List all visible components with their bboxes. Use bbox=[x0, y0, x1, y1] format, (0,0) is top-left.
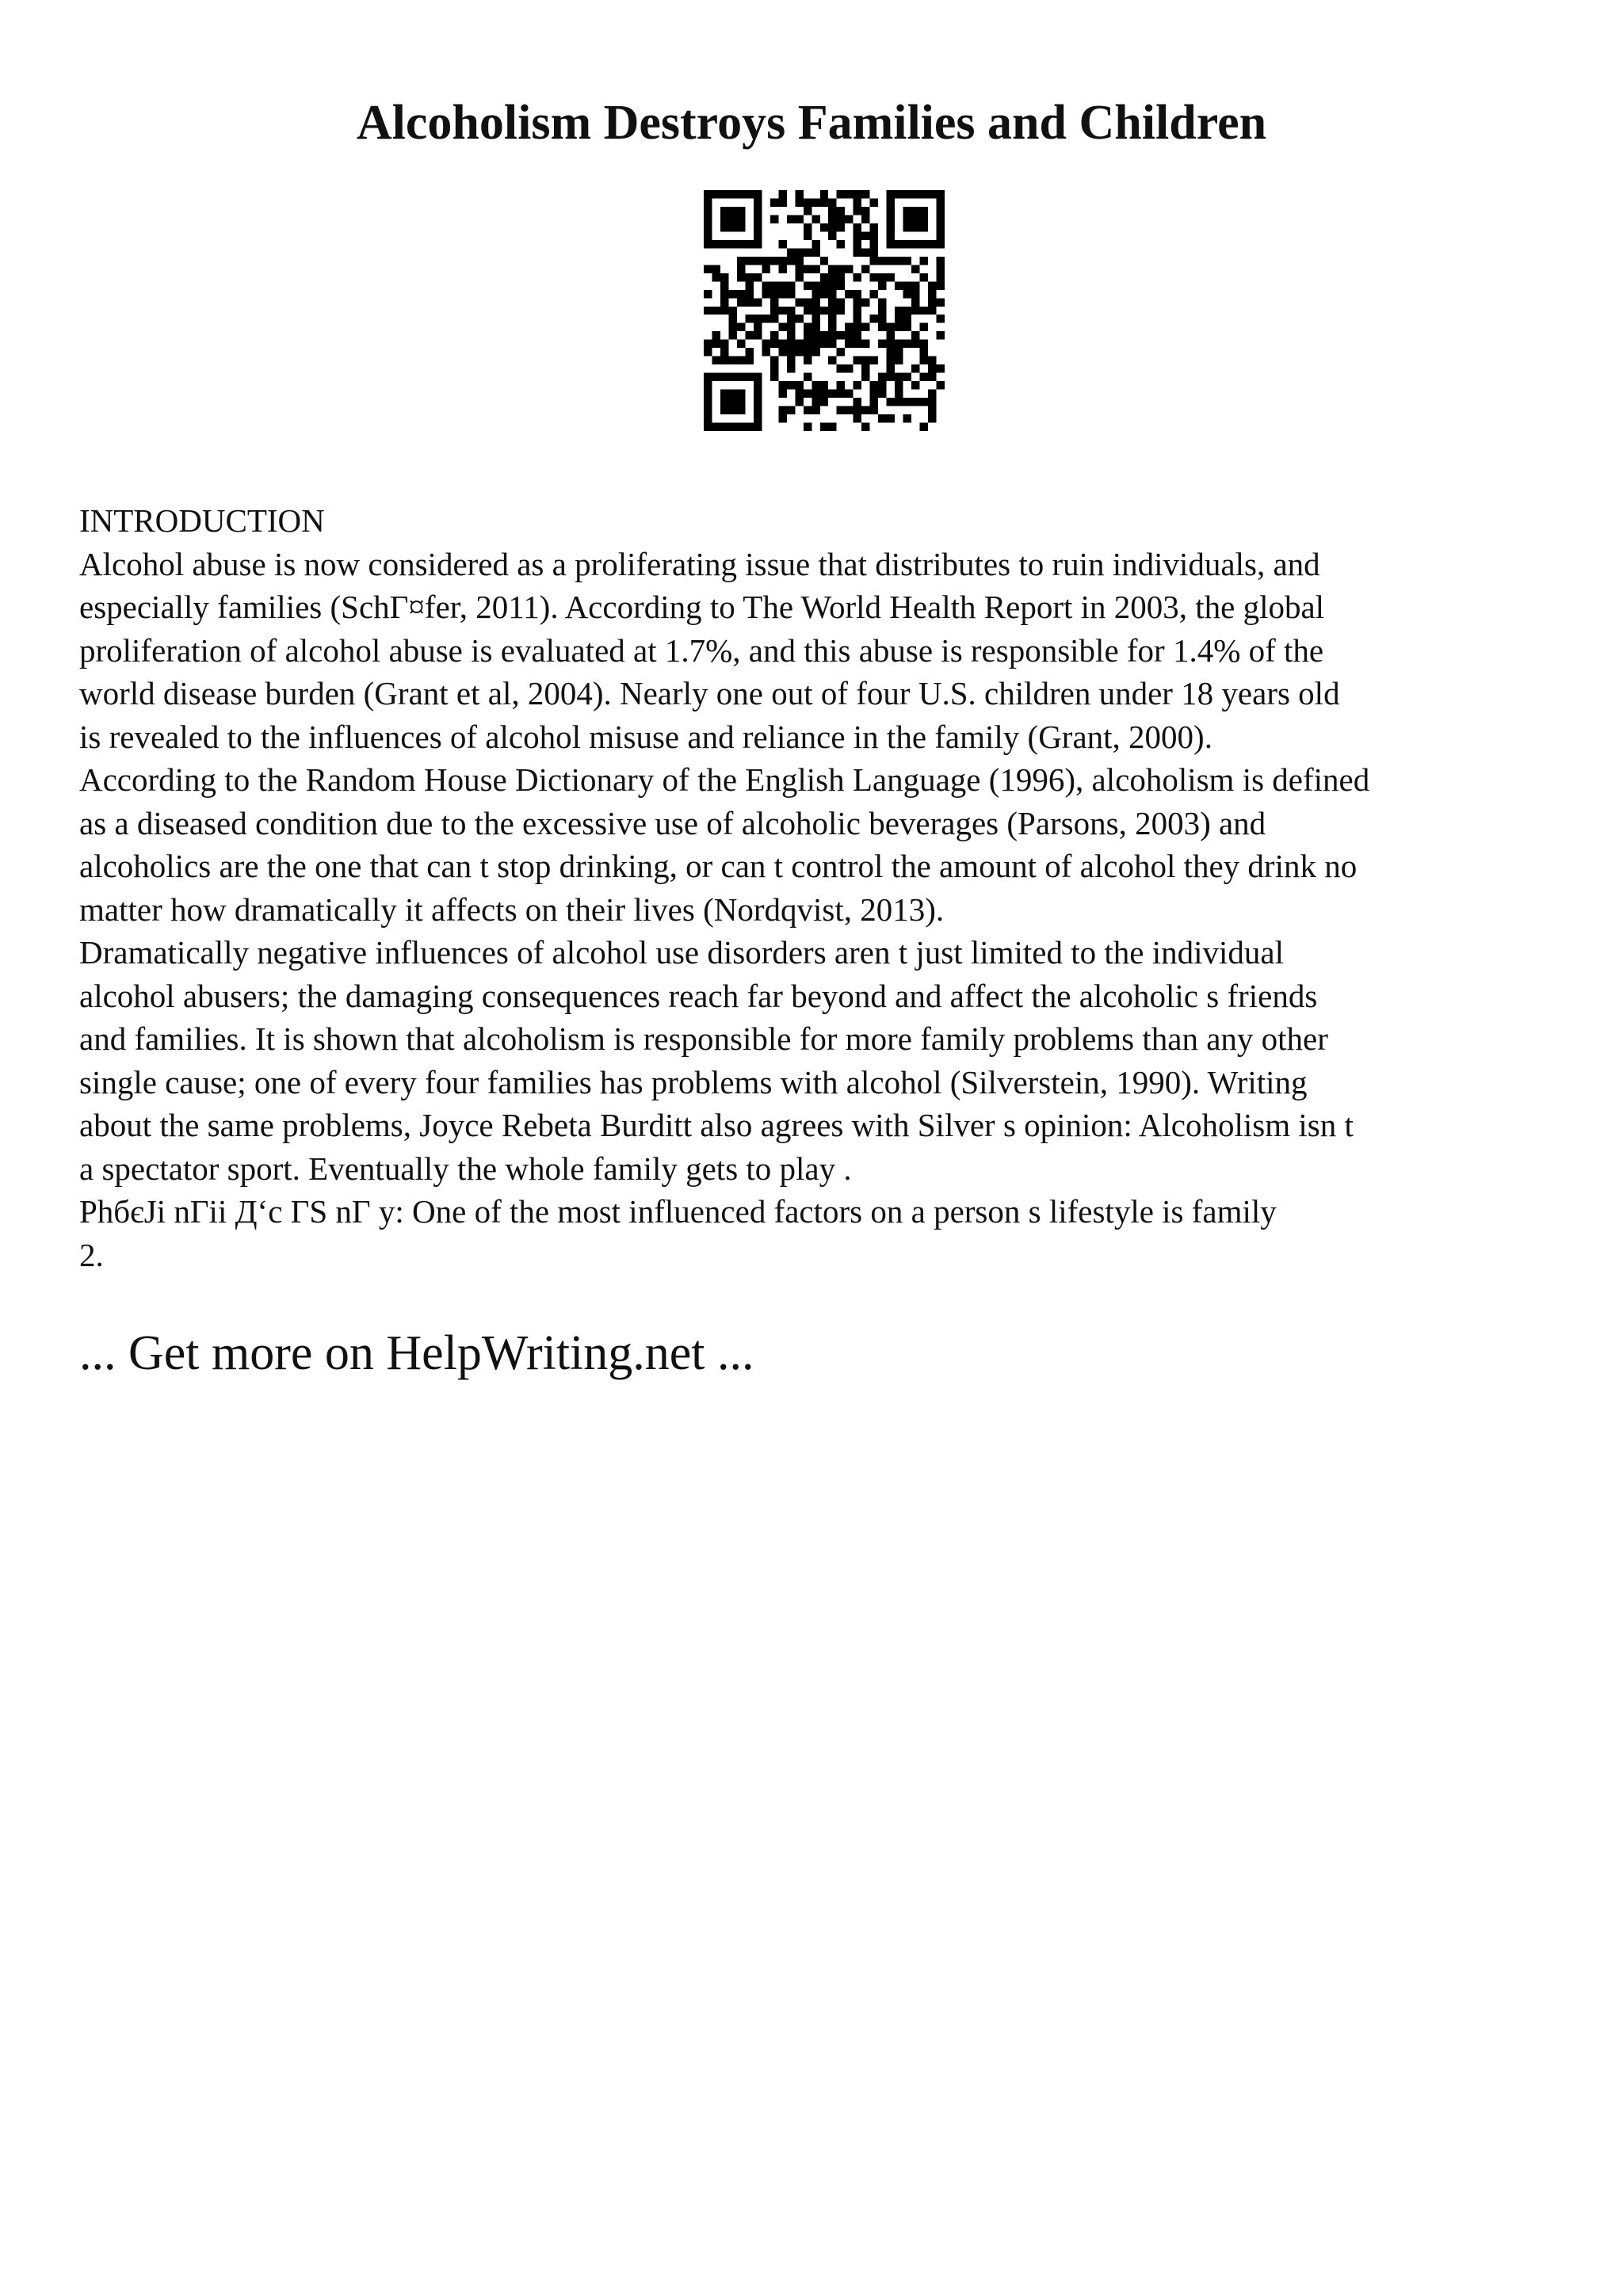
document-body bbox=[79, 499, 1569, 1276]
qr-code-graphic bbox=[704, 190, 945, 431]
body-line: alcohol abusers; the damaging consequences reach far beyond and affect the alcoholic s friends bbox=[79, 977, 1318, 1014]
body-line: Dramatically negative influences of alcohol use disorders aren t just limited to the individual bbox=[79, 934, 1284, 971]
body-line: especially families (SchГ¤fer, 2011). According to The World Health Report in 2003, the global bbox=[79, 589, 1325, 625]
body-line: PhбєJi nГii Д‘c ГЅ nГ y: One of the most influenced factors on a person s lifestyle is family bbox=[79, 1193, 1277, 1230]
get-more-link[interactable]: ... Get more on HelpWriting.net ... bbox=[79, 1326, 754, 1380]
body-line: world disease burden (Grant et al, 2004). Nearly one out of four U.S. children under 18 years old bbox=[79, 675, 1340, 711]
body-line: 2. bbox=[79, 1236, 104, 1273]
body-line: as a diseased condition due to the excessive use of alcoholic beverages (Parsons, 2003) and bbox=[79, 804, 1266, 841]
qr-code-icon bbox=[704, 190, 945, 431]
body-line: and families. It is shown that alcoholism is responsible for more family problems than any other bbox=[79, 1020, 1328, 1057]
section-heading: INTRODUCTION bbox=[79, 502, 325, 539]
body-line: single cause; one of every four families has problems with alcohol (Silverstein, 1990). Writing bbox=[79, 1063, 1308, 1100]
body-line: a spectator sport. Eventually the whole family gets to play . bbox=[79, 1150, 852, 1187]
body-line: about the same problems, Joyce Rebeta Burditt also agrees with Silver s opinion: Alcoholism isn t bbox=[79, 1107, 1354, 1143]
document-title: Alcoholism Destroys Families and Children bbox=[356, 96, 1267, 150]
body-line: is revealed to the influences of alcohol misuse and reliance in the family (Grant, 2000). bbox=[79, 718, 1212, 755]
body-line: matter how dramatically it affects on their lives (Nordqvist, 2013). bbox=[79, 891, 945, 928]
body-line: Alcohol abuse is now considered as a proliferating issue that distributes to ruin individuals, and bbox=[79, 545, 1320, 582]
body-line: According to the Random House Dictionary of the English Language (1996), alcoholism is defined bbox=[79, 761, 1370, 798]
body-line: alcoholics are the one that can t stop drinking, or can t control the amount of alcohol they drink no bbox=[79, 848, 1358, 884]
body-line: proliferation of alcohol abuse is evaluated at 1.7%, and this abuse is responsible for 1.4% of the bbox=[79, 631, 1324, 669]
